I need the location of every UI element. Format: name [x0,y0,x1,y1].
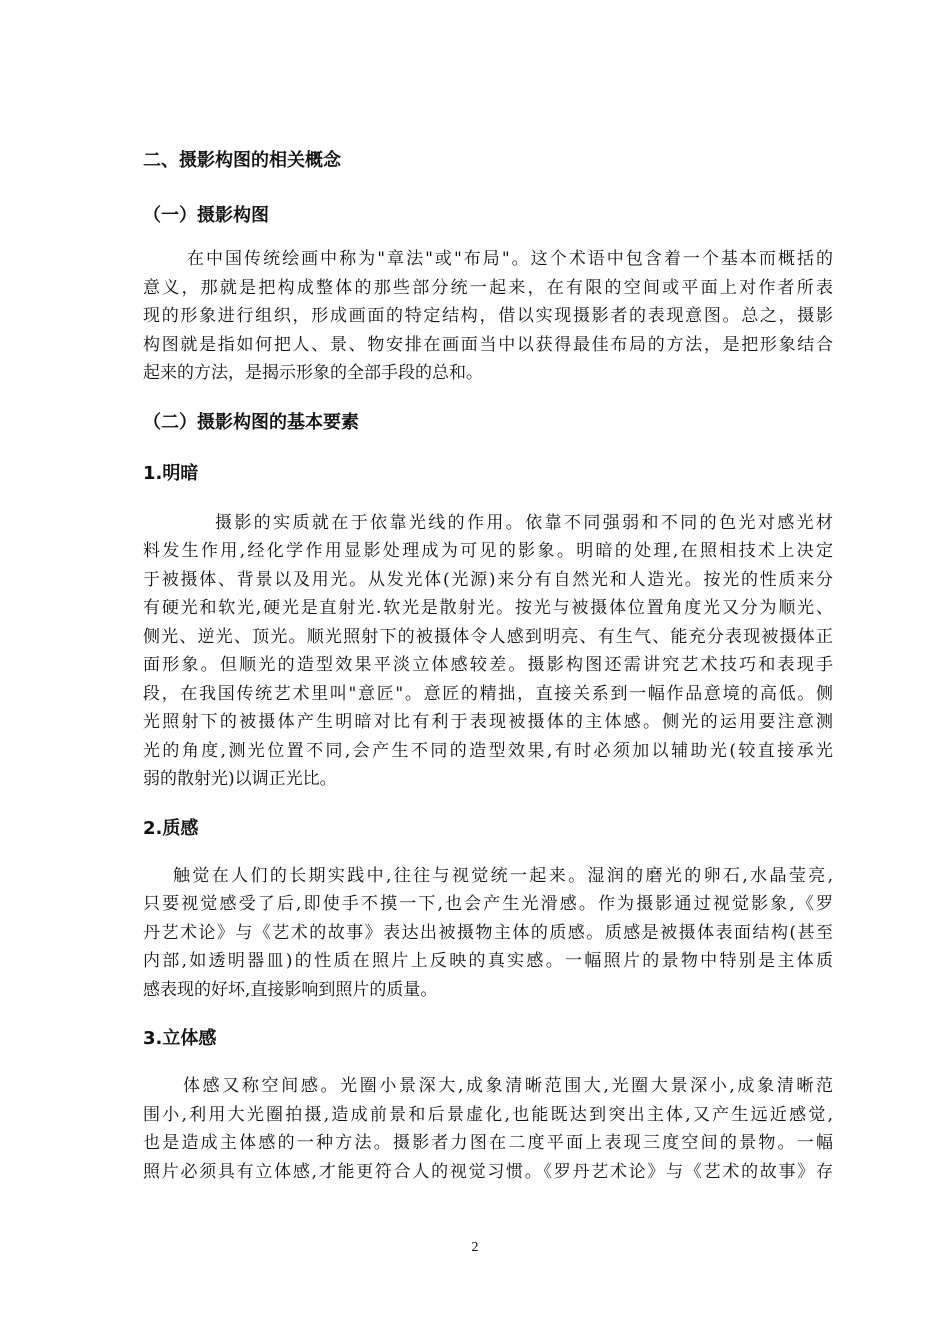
text-line: 也是造成主体感的一种方法。摄影者力图在二度平面上表现三度空间的景物。一幅 [143,1133,833,1153]
text-line: 在中国传统绘画中称为"章法"或"布局"。这个术语中包含着一个基本而概括的 [187,249,833,269]
text-line: 光的角度,测光位置不同,会产生不同的造型效果,有时必须加以辅助光(较直接承光 [143,740,833,761]
text-line: 段，在我国传统艺术里叫"意匠"。意匠的精拙，直接关系到一幅作品意境的高低。侧 [143,683,833,704]
paragraph-light-dark [143,509,833,794]
text-line: 感表现的好坏,直接影响到照片的质量。 [143,979,438,1000]
subsection-heading-elements: （二）摄影构图的基本要素 [143,411,359,433]
text-line: 于被摄体、背景以及用光。从发光体(光源)来分有自然光和人造光。按光的性质来分 [143,569,833,590]
text-line: 起来的方法，是揭示形象的全部手段的总和。 [143,363,483,383]
item-heading-texture: 2.质感 [143,817,199,839]
text-line: 围小,利用大光圈拍摄,造成前景和后景虚化,也能既达到突出主体,又产生远近感觉, [143,1104,833,1125]
text-line: 光照射下的被摄体产生明暗对比有利于表现被摄体的主体感。侧光的运用要注意测 [143,712,833,732]
paragraph-composition [143,245,833,388]
text-line: 内部,如透明器皿)的性质在照片上反映的真实感。一幅照片的景物中特别是主体质 [143,951,833,971]
text-line: 只要视觉感受了后,即使手不摸一下,也会产生光滑感。作为摄影通过视觉影象,《罗 [143,894,833,914]
text-line: 触觉在人们的长期实践中,往往与视觉统一起来。湿润的磨光的卵石,水晶莹亮, [173,865,833,886]
text-line: 丹艺术论》与《艺术的故事》表达出被摄物主体的质感。质感是被摄体表面结构(甚至 [143,922,833,943]
item-heading-depth: 3.立体感 [143,1028,217,1049]
section-heading: 二、摄影构图的相关概念 [143,150,341,171]
text-line: 弱的散射光)以调正光比。 [143,769,337,789]
text-line: 体感又称空间感。光圈小景深大,成象清晰范围大,光圈大景深小,成象清晰范 [183,1076,833,1096]
page-number: 2 [471,1240,479,1255]
text-line: 有硬光和软光,硬光是直射光.软光是散射光。按光与被摄体位置角度光又分为顺光、 [143,598,833,618]
subsection-heading-composition: （一）摄影构图 [143,205,269,226]
text-line: 料发生作用,经化学作用显影处理成为可见的影象。明暗的处理,在照相技术上决定 [143,541,833,561]
text-line: 构图就是指如何把人、景、物安排在画面当中以获得最佳布局的方法，是把形象结合 [143,334,833,355]
paragraph-texture [143,862,833,1005]
page-content [143,148,833,1186]
item-heading-light-dark: 1.明暗 [143,462,199,484]
text-line: 照片必须具有立体感,才能更符合人的视觉习惯。《罗丹艺术论》与《艺术的故事》存 [143,1161,833,1182]
text-line: 意义，那就是把构成整体的那些部分统一起来，在有限的空间或平面上对作者所表 [143,277,833,298]
paragraph-depth [143,1072,833,1186]
text-line: 现的形象进行组织，形成画面的特定结构，借以实现摄影者的表现意图。总之，摄影 [143,306,833,326]
text-line: 侧光、逆光、顶光。顺光照射下的被摄体令人感到明亮、有生气、能充分表现被摄体正 [143,626,833,647]
text-line: 面形象。但顺光的造型效果平淡立体感较差。摄影构图还需讲究艺术技巧和表现手 [143,655,833,675]
text-line: 摄影的实质就在于依靠光线的作用。依靠不同强弱和不同的色光对感光材 [215,512,833,533]
